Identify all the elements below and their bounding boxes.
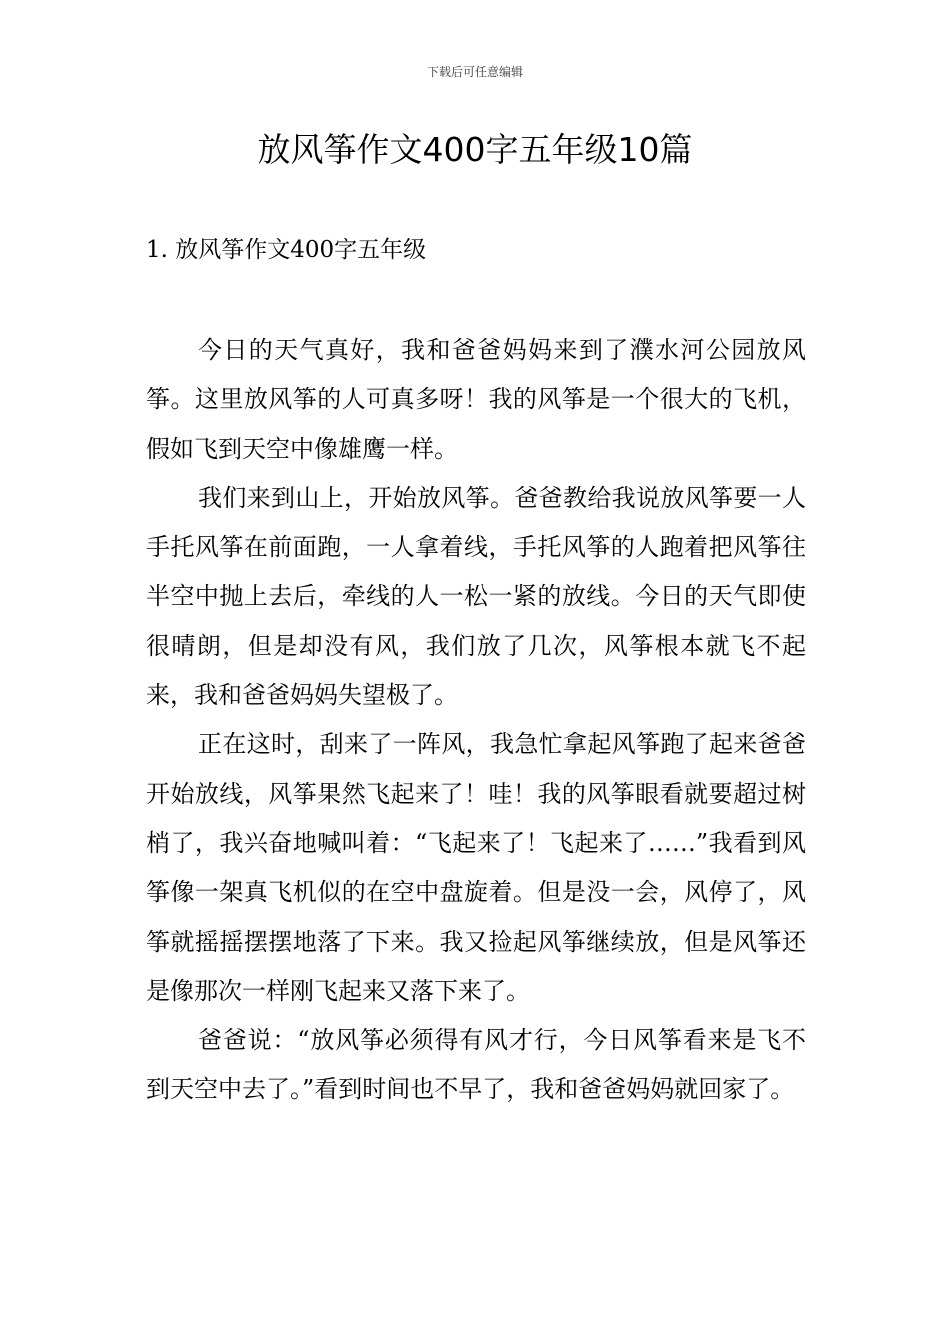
document-title: 放风筝作文400字五年级10篇 bbox=[257, 130, 693, 169]
paragraph-2: 我们来到山上，开始放风筝。爸爸教给我说放风筝要一人手托风筝在前面跑，一人拿着线，手托风筝的人跑着把风筝往半空中抛上去后，牵线的人一松一紧的放线。今日的天气即使很晴朗，但是却没有风，我们放了几次，风筝根本就飞不起来，我和爸爸妈妈失望极了。 bbox=[146, 483, 806, 710]
article-body bbox=[146, 326, 806, 1115]
paragraph-1: 今日的天气真好，我和爸爸妈妈来到了濮水河公园放风筝。这里放风筝的人可真多呀！我的风筝是一个很大的飞机，假如飞到天空中像雄鹰一样。 bbox=[146, 336, 806, 463]
section-heading: 1. 放风筝作文400字五年级 bbox=[146, 237, 427, 263]
paragraph-3: 正在这时，刮来了一阵风，我急忙拿起风筝跑了起来爸爸开始放线，风筝果然飞起来了！哇！我的风筝眼看就要超过树梢了，我兴奋地喊叫着：“飞起来了！飞起来了……”我看到风筝像一架真飞机似的在空中盘旋着。但是没一会，风停了，风筝就摇摇摆摆地落了下来。我又捡起风筝继续放，但是风筝还是像那次一样刚飞起来又落下来了。 bbox=[146, 730, 806, 1005]
paragraph-4: 爸爸说：“放风筝必须得有风才行，今日风筝看来是飞不到天空中去了。”看到时间也不早了，我和爸爸妈妈就回家了。 bbox=[146, 1026, 806, 1104]
header-note: 下载后可任意编辑 bbox=[426, 65, 523, 79]
